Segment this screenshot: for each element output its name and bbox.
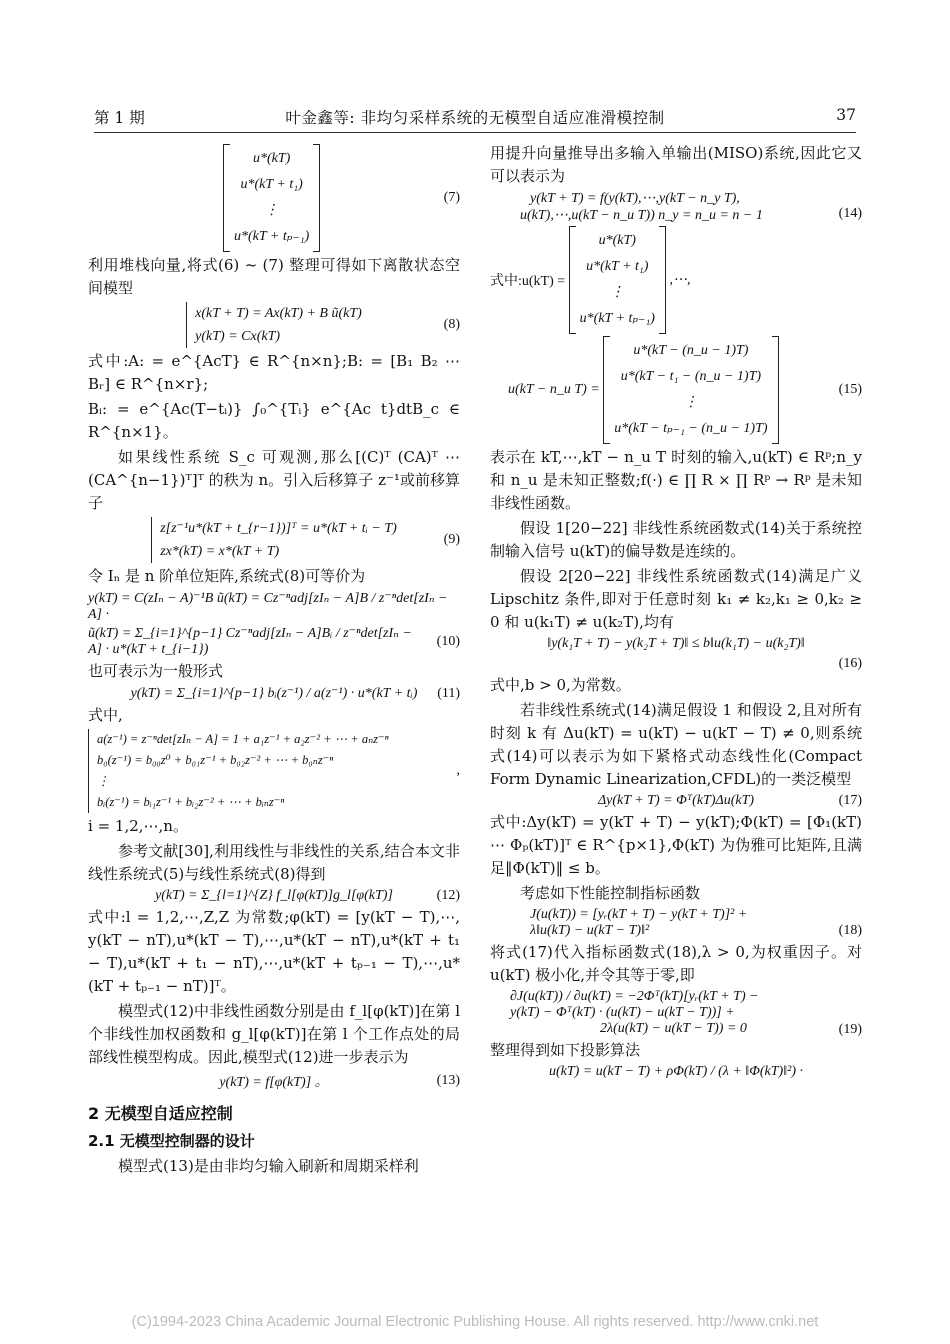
- paragraph: 模型式(12)中非线性函数分别是由 f_l[φ(kT)]在第 l 个非线性加权函数和 g_l[φ(kT)]在第 l 个工作点处的局部线性模型构成。因此,模型式(12)进一步表示为: [88, 1002, 460, 1066]
- equation-18: J(u(kT)) = [yᵣ(kT + T) − y(kT + T)]² + λ‖u(kT) − u(kT − T)‖² (18): [530, 907, 862, 938]
- equation-9: z[z⁻¹u*(kT + t_{r−1})]ᵀ = u*(kT + tᵢ − T) zx*(kT) = x*(kT + T) (9): [88, 517, 460, 563]
- paragraph: 用提升向量推导出多输入单输出(MISO)系统,因此它又可以表示为: [490, 144, 862, 185]
- paragraph: 式中:Δy(kT) = y(kT + T) − y(kT);Φ(kT) = [Φ₁(kT) ⋯ Φₚ(kT)]ᵀ ∈ R^{p×1},Φ(kT) 为伪雅可比矩阵,且满足‖Φ(kT)‖ ≤ b。: [490, 813, 862, 877]
- equation-17: Δy(kT + T) = Φᵀ(kT)Δu(kT) (17): [597, 793, 862, 808]
- equation-19: ∂J(u(kT)) / ∂u(kT) = −2Φᵀ(kT)[yᵣ(kT + T) − y(kT) − Φᵀ(kT) · (u(kT) − u(kT − T))] + 2λ(u(kT) − u(kT − T)) = 0 (19): [510, 989, 862, 1037]
- paragraph: 式中,b > 0,为常数。: [490, 676, 631, 694]
- paragraph: Bᵢ: = e^{Ac(T−tᵢ)} ∫₀^{Tᵢ} e^{Ac t}dtB_c ∈ R^{n×1}。: [88, 400, 460, 441]
- assumption-2: 假设 2[20−22] 非线性系统函数式(14)满足广义 Lipschitz 条件,即对于任意时刻 k₁ ≠ k₂,k₁ ≥ 0,k₂ ≥ 0 和 u(k₁T) ≠ u(k₂T),均有: [490, 567, 862, 631]
- paragraph: 参考文献[30],利用线性与非线性的关系,结合本文非线性系统式(5)与线性系统式(8)得到: [88, 842, 460, 883]
- copyright-footer: (C)1994-2023 China Academic Journal Electronic Publishing House. All rights reserved. http://www.cnki.net: [131, 1314, 819, 1330]
- left-column: [88, 142, 460, 1180]
- assumption-1: 假设 1[20−22] 非线性系统函数式(14)关于系统控制输入信号 u(kT)的偏导数是连续的。: [490, 519, 862, 560]
- equation-15: u(kT − n_u T) = u*(kT − (n_u − 1)T) u*(kT − t₁ − (n_u − 1)T) ⋮ u*(kT − tₚ₋₁ − (n_u − 1)T) (15): [490, 336, 862, 444]
- equation-14: y(kT + T) = f(y(kT),⋯,y(kT − n_y T), u(kT),⋯,u(kT − n_u T)) n_y = n_u = n − 1 (14): [520, 191, 862, 223]
- header-rule: [94, 132, 856, 133]
- equation-16: ‖y(k₁T + T) − y(k₂T + T)‖ ≤ b‖u(k₁T) − u(k₂T)‖ (16): [547, 636, 862, 671]
- polynomial-definitions: a(z⁻¹) = z⁻ⁿdet[zIₙ − A] = 1 + a₁z⁻¹ + a₂z⁻² + ⋯ + aₙz⁻ⁿ b₀(z⁻¹) = b₀₀z⁰ + b₀₁z⁻¹ + b₀₂z⁻² + ⋯ + b₀ₙz⁻ⁿ ⋮ bᵢ(z⁻¹) = bᵢ₁z⁻¹ + bᵢ₂z⁻² + ⋯ + bᵢₙz⁻ⁿ ,: [88, 729, 460, 813]
- paragraph: 式中,: [88, 706, 123, 724]
- paragraph: 表示在 kT,⋯,kT − n_u T 时刻的输入,u(kT) ∈ Rᵖ;n_y 和 n_u 是未知正整数;f(·) ∈ ∏ R × ∏ Rᵖ → Rᵖ 是未知非线性函数。: [490, 448, 862, 512]
- paragraph: 也可表示为一般形式: [88, 662, 224, 680]
- paragraph: 模型式(13)是由非均匀输入刷新和周期采样利: [118, 1157, 419, 1175]
- paragraph: 利用堆栈向量,将式(6) ~ (7) 整理可得如下离散状态空间模型: [88, 256, 460, 297]
- page-number: 37: [836, 106, 856, 124]
- equation-10b: ũ(kT) = Σ_{i=1}^{p−1} Cz⁻ⁿadj[zIₙ − A]Bᵢ / z⁻ⁿdet[zIₙ − A] · u*(kT + t_{i−1}) (10): [88, 626, 460, 657]
- equation-8: x(kT + T) = Ax(kT) + B ũ(kT) y(kT) = Cx(kT) (8): [88, 302, 460, 348]
- equation-11: y(kT) = Σ_{i=1}^{p−1} bᵢ(z⁻¹) / a(z⁻¹) · u*(kT + tᵢ) (11): [130, 685, 460, 701]
- issue-number: 第 1 期: [94, 109, 145, 127]
- section-heading: 2 无模型自适应控制: [88, 1104, 233, 1123]
- subsection-heading: 2.1 无模型控制器的设计: [88, 1132, 255, 1150]
- paragraph: 如果线性系统 S_c 可观测,那么[(C)ᵀ (CA)ᵀ ⋯ (CA^{n−1})ᵀ]ᵀ 的秩为 n。引入后移算子 z⁻¹或前移算子: [88, 448, 460, 512]
- paragraph: 令 Iₙ 是 n 阶单位矩阵,系统式(8)可等价为: [88, 567, 366, 585]
- running-header: [94, 106, 856, 130]
- u-vector-definition: 式中:u(kT) = u*(kT) u*(kT + t₁) ⋮ u*(kT + tₚ₋₁) ,⋯,: [490, 226, 862, 334]
- paragraph: 整理得到如下投影算法: [490, 1041, 641, 1059]
- paragraph: 若非线性系统式(14)满足假设 1 和假设 2,且对所有时刻 k 有 Δu(kT) = u(kT) − u(kT − T) ≠ 0,则系统式(14)可以表示为如下紧格式动态线性化(Compact Form Dynamic Linearization,CFDL)的一类泛模型: [490, 701, 862, 788]
- paragraph: 考虑如下性能控制指标函数: [520, 884, 701, 902]
- equation-20: u(kT) = u(kT − T) + ρΦ(kT) / (λ + ‖Φ(kT)‖²) ·: [549, 1064, 803, 1079]
- equation-10a: y(kT) = C(zIₙ − A)⁻¹B ũ(kT) = Cz⁻ⁿadj[zIₙ − A]B / z⁻ⁿdet[zIₙ − A] ·: [88, 591, 448, 622]
- article-title-header: 叶金鑫等: 非均匀采样系统的无模型自适应准滑模控制: [285, 109, 665, 127]
- equation-7: u*(kT) u*(kT + t₁) ⋮ u*(kT + tₚ₋₁) (7): [88, 144, 460, 252]
- right-column: [490, 142, 862, 1082]
- paragraph: 式中:A: = e^{AcT} ∈ R^{n×n};B: = [B₁ B₂ ⋯ Bᵣ] ∈ R^{n×r};: [88, 352, 460, 393]
- paragraph: i = 1,2,⋯,n。: [88, 817, 188, 835]
- paragraph: 将式(17)代入指标函数式(18),λ > 0,为权重因子。对 u(kT) 极小化,并令其等于零,即: [490, 943, 862, 984]
- paragraph: 式中:l = 1,2,⋯,Z,Z 为常数;φ(kT) = [y(kT − T),⋯, y(kT − nT),u*(kT − T),⋯,u*(kT − nT),u*(kT + t₁ − T),u*(kT + t₁ − nT),⋯,u*(kT + tₚ₋₁ − T),⋯,u*(kT + tₚ₋₁ − nT)]ᵀ。: [88, 908, 460, 995]
- equation-13: y(kT) = f[φ(kT)] 。 (13): [219, 1073, 460, 1090]
- equation-12: y(kT) = Σ_{l=1}^{Z} f_l[φ(kT)]g_l[φ(kT)] (12): [155, 888, 460, 903]
